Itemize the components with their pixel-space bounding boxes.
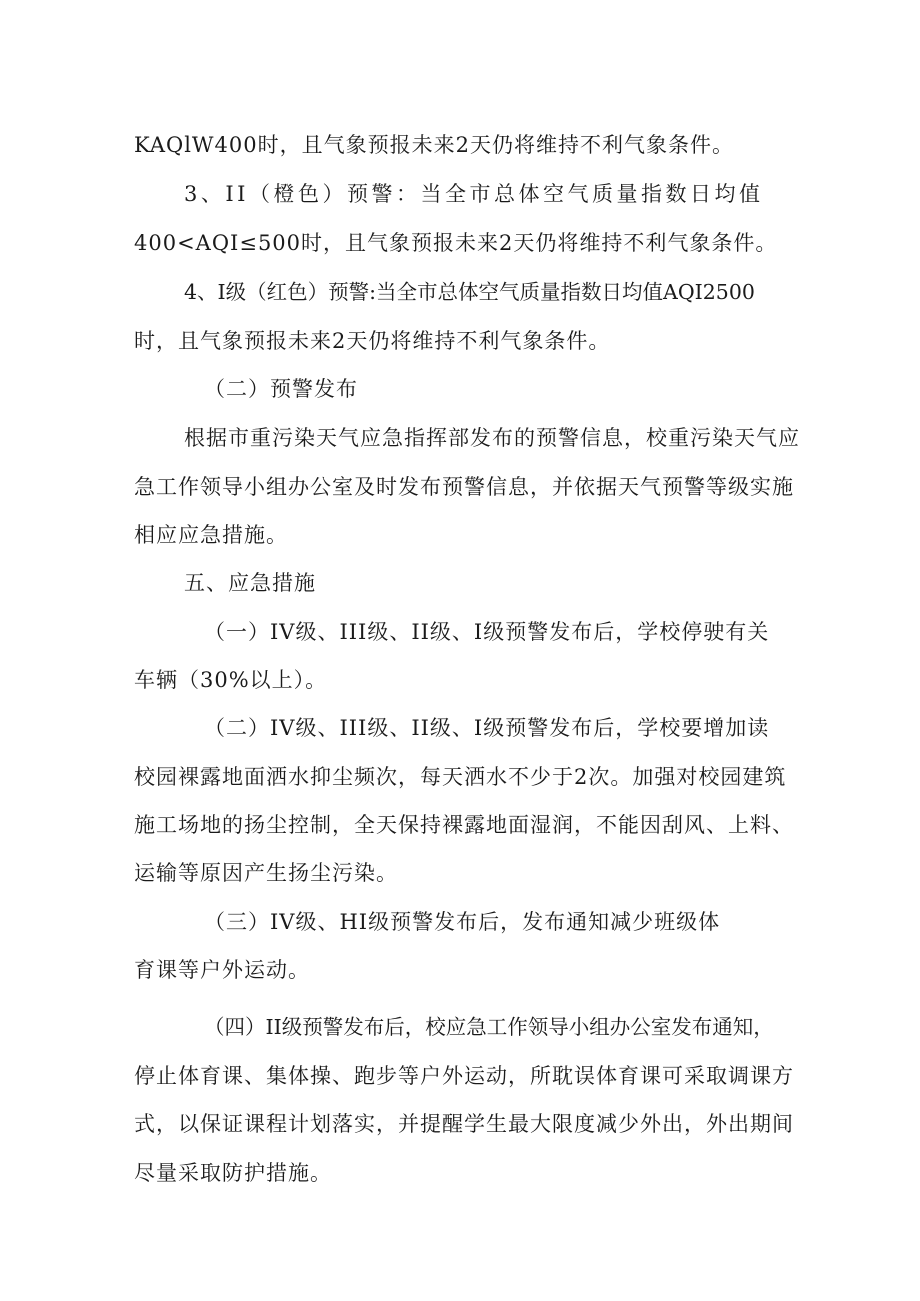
text-line: 尽量采取防护措施。 (134, 1161, 332, 1185)
text-line: 急工作领导小组办公室及时发布预警信息，并依据天气预警等级实施 (134, 475, 794, 499)
section-heading: （二）预警发布 (204, 377, 358, 401)
text-line: 停止体育课、集体操、跑步等户外运动，所耽误体育课可采取调课方 (134, 1064, 794, 1088)
text-line: 根据市重污染天气应急指挥部发布的预警信息，校重污染天气应 (184, 426, 800, 450)
text-line: 3、II（橙色）预警：当全市总体空气质量指数日均值 (184, 182, 764, 206)
text-line: （二）IV级、III级、II级、I级预警发布后，学校要增加读 (204, 716, 770, 740)
text-line: 400<AQI≤500时，且气象预报未来2天仍将维持不利气象条件。 (134, 231, 778, 255)
text-line: 施工场地的扬尘控制，全天保持裸露地面湿润，不能因刮风、上料、 (134, 813, 794, 837)
text-line: 运输等原因产生扬尘污染。 (134, 861, 398, 885)
text-line: 4、I级（红色）预警:当全市总体空气质量指数日均值AQI2500 (184, 280, 755, 304)
text-line: 相应应急措施。 (134, 523, 288, 547)
text-line: 育课等户外运动。 (134, 958, 310, 982)
text-line: 式，以保证课程计划落实，并提醒学生最大限度减少外出，外出期间 (134, 1112, 794, 1136)
text-line: 时，且气象预报未来2天仍将维持不利气象条件。 (134, 329, 611, 353)
text-line: （一）IV级、III级、II级、I级预警发布后，学校停驶有关 (204, 620, 770, 644)
text-line: KAQlW400时，且气象预报未来2天仍将维持不利气象条件。 (134, 133, 734, 157)
section-heading: 五、应急措施 (184, 571, 316, 595)
text-line: 车辆（30%以上）。 (134, 668, 328, 692)
text-line: 校园裸露地面洒水抑尘频次，每天洒水不少于2次。加强对校园建筑 (134, 765, 787, 789)
text-line: （四）II级预警发布后，校应急工作领导小组办公室发布通知， (204, 1015, 774, 1039)
text-line: （三）IV级、HI级预警发布后，发布通知减少班级体 (204, 910, 721, 934)
